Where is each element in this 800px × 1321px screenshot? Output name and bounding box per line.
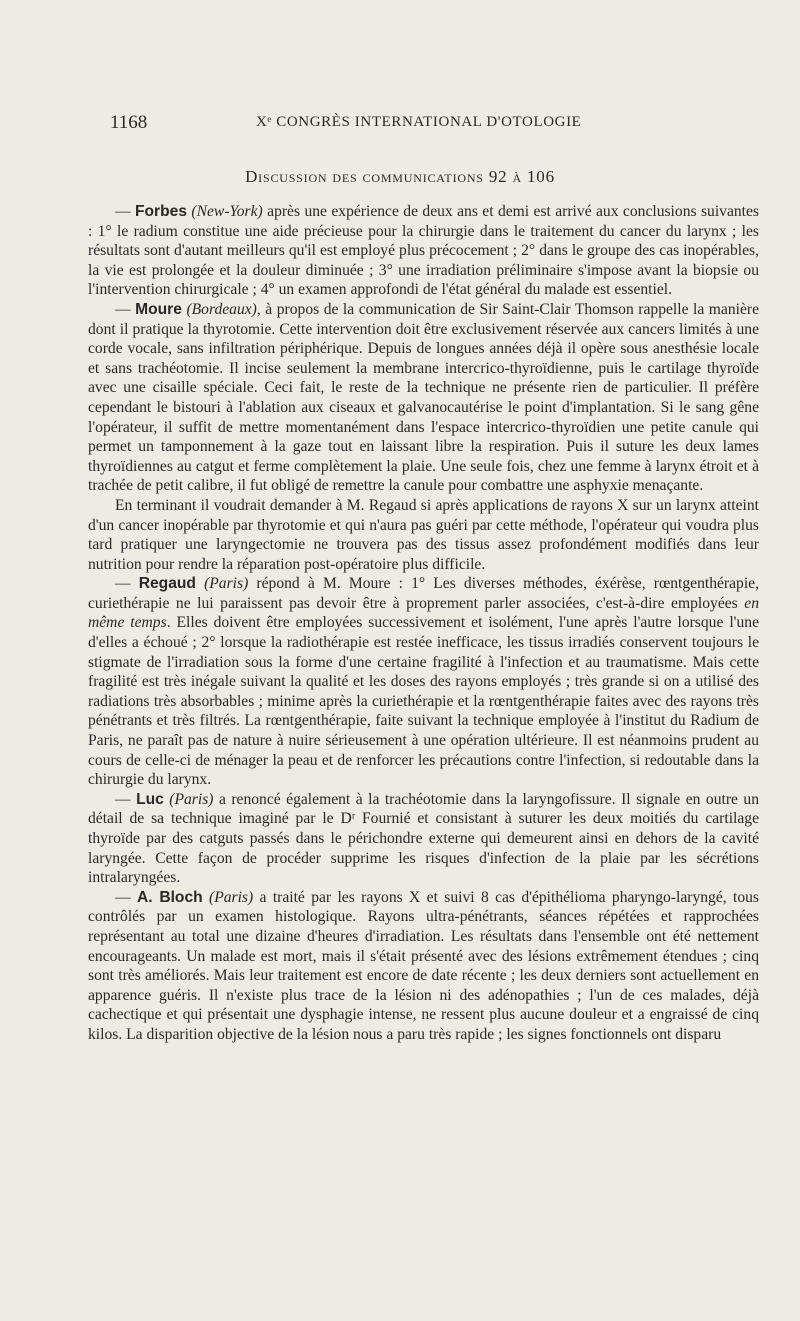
running-title: Xᵉ CONGRÈS INTERNATIONAL D'OTOLOGIE xyxy=(256,114,582,130)
paragraph-text: , à propos de la communication de Sir Saint-Clair Thomson rappelle la manière dont il pratique la thyrotomie. Cette intervention doit être exclusivement réservée aux cancers limités à une corde vocale, sans infiltration périphérique. Depuis de longues années déjà il opère sous anesthésie locale et sans trachéotomie. Il incise seulement la membrane intercrico-thyroïdienne, puis le cartilage thyroïde avec une cisaille spéciale. Ceci fait, le reste de la technique ne présente rien de particulier. Il préfère cependant le bistouri à l'ablation aux ciseaux et galvanocautérise le point d'implantation. Si le sang gêne l'opérateur, il suffit de mettre momentanément dans l'espace intercrico-thyroïdien une petite canule qui permet un tamponnement à la gaze tout en laissant libre la respiration. Puis il suture les deux lames thyroïdiennes au catgut et ferme complètement la plaie. Une seule fois, chez une femme à larynx étroit et à trachée de petit calibre, il fut obligé de remettre la canule pour combattre une asphyxie menaçante. xyxy=(88,300,760,495)
page-number: 1168 xyxy=(110,112,148,133)
speaker-affiliation: (New-York) xyxy=(191,203,263,220)
speaker-name: Moure xyxy=(135,300,182,318)
speaker-name: Luc xyxy=(136,790,164,808)
dash: — xyxy=(115,300,136,318)
paragraph-text: après une expérience de deux ans et demi est arrivé aux conclusions suivantes : 1° le radium constitue une aide précieuse pour la chirurgie dans le traitement du cancer du larynx ; les résultats sont d'autant meilleurs qu'il est employé plus précocement ; 2° dans le groupe des cas inopérables, la vie est prolongée et la douleur diminuée ; 3° une irradiation préliminaire s'impose avant la biopsie ou l'intervention chirurgicale ; 4° un examen approfondi de l'état général du malade est essentiel. xyxy=(88,203,759,299)
dash: — xyxy=(115,790,137,808)
speaker-name: Forbes xyxy=(135,203,187,220)
paragraph-moure-continued xyxy=(88,496,759,574)
body-text xyxy=(88,202,759,1045)
paragraph-bloch xyxy=(88,888,759,1045)
paragraph-luc xyxy=(88,790,759,888)
dash: — xyxy=(115,888,137,906)
emphasis-text: en même temps xyxy=(88,594,759,632)
speaker-name: Regaud xyxy=(138,575,196,593)
paragraph-forbes xyxy=(88,202,759,300)
speaker-affiliation: (Paris) xyxy=(169,790,214,808)
speaker-affiliation: (Paris) xyxy=(204,575,249,593)
dash: — xyxy=(115,203,135,220)
dash: — xyxy=(115,575,139,593)
speaker-name: A. Bloch xyxy=(136,888,203,906)
paragraph-regaud xyxy=(88,574,759,790)
speaker-affiliation: (Paris) xyxy=(209,888,254,906)
paragraph-text: a traité par les rayons X et suivi 8 cas d'épithélioma pharyngo-laryngé, tous contrôlés par un examen histologique. Rayons ultra-pénétrants, séances répétées et rapprochées représentant au total une dizaine d'heures d'irradiation. Les résultats dans l'ensemble ont été nettement encourageants. Un malade est mort, mais il s'était présenté avec des lésions extrêmement étendues ; cinq sont très améliorés. Mais leur traitement est encore de date récente ; les deux derniers sont actuellement en apparence guéris. Il n'existe plus trace de la lésion ni des adénopathies ; l'un de ces malades, déjà cachectique et qui présentait une dysphagie intense, ne ressent plus aucune douleur et a engraissé de cinq kilos. La disparition objective de la lésion nous a paru très rapide ; les signes fonctionnels ont disparu xyxy=(88,888,760,1043)
speaker-affiliation: (Bordeaux) xyxy=(186,300,257,318)
page-header xyxy=(110,112,740,142)
section-title: Discussion des communications 92 à 106 xyxy=(245,167,555,186)
paragraph-text: a renoncé également à la trachéotomie dans la laryngofissure. Il signale en outre un détail de sa technique imaginé par le Dʳ Fournié et consistant à suturer les deux moitiés du cartilage thyroïde par des catguts passés dans le périchondre externe qui demeurent ainsi en dehors de la cavité laryngée. Cette façon de procéder supprime les risques d'infection de la plaie par les sécrétions intralaryngées. xyxy=(88,790,760,887)
paragraph-text: En terminant il voudrait demander à M. Regaud si après applications de rayons X sur un larynx atteint d'un cancer inopérable par thyrotomie et qui n'aura pas guéri par cette méthode, l'opérateur qui voudra plus tard pratiquer une laryngectomie ne trouvera pas des tissus assez profondément modifiés dans leur nutrition pour rendre la réparation post-opératoire plus difficile. xyxy=(88,496,759,573)
paragraph-text: . Elles doivent être employées successivement et isolément, l'une après l'autre lorsque l'une d'elles a échoué ; 2° lorsque la radiothérapie est restée inefficace, les tissus irradiés conservent toujours le stigmate de l'irradiation sous la forme d'une certaine fragilité à l'infection et au traumatisme. Mais cette fragilité est très inégale suivant la qualité et les doses des rayons employés ; très grande si on a utilisé des radiations très absorbables ; minime après la curiethérapie et la rœntgenthérapie faites avec des rayons très pénétrants et très filtrés. La rœntgenthérapie, faite suivant la technique employée à l'institut du Radium de Paris, ne paraît pas de nature à nuire sérieusement à une opération ultérieure. Il est néanmoins prudent au cours de celle-ci de ménager la peau et de renforcer les précautions contre l'infection, si redoutable dans la chirurgie du larynx. xyxy=(88,614,759,789)
paragraph-text: répond à M. Moure : 1° Les diverses méthodes, éxérèse, rœntgenthérapie, curiethérapie ne lui paraissent pas devoir être à proprement parler associées, c'est-à-dire employées xyxy=(88,575,759,612)
paragraph-moure xyxy=(88,300,759,496)
